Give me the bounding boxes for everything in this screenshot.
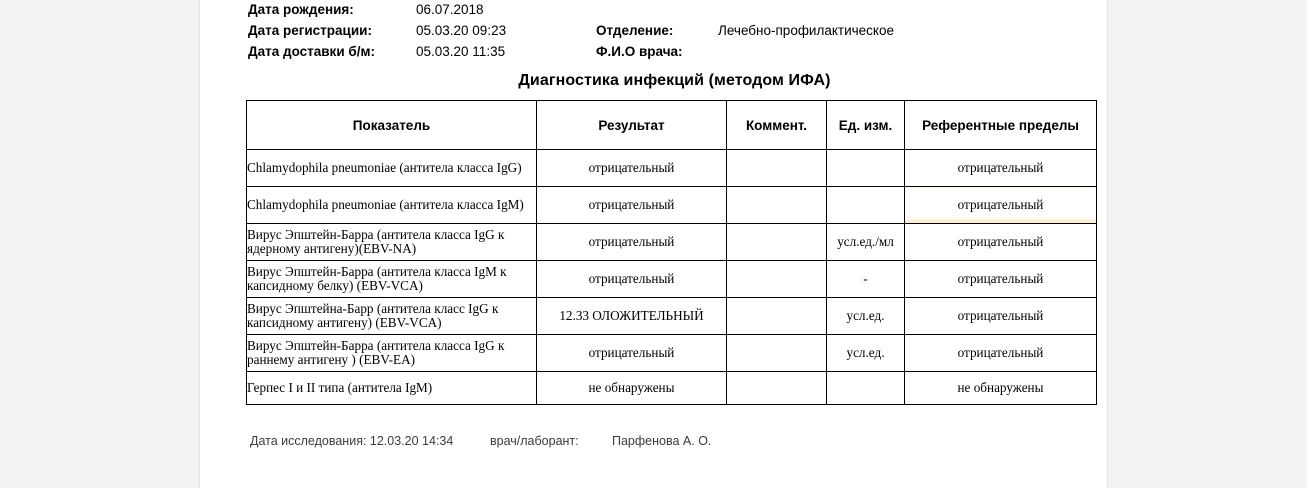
cell-indicator: Вирус Эпштейн-Барра (антитела класса IgM к капсидному белку) (EBV-VCA) — [247, 261, 537, 298]
cell-comment — [727, 261, 827, 298]
table-row — [247, 261, 1097, 298]
cell-unit — [827, 150, 905, 187]
cell-result: не обнаружены — [537, 372, 727, 405]
results-table — [246, 100, 1097, 405]
meta-row — [248, 2, 1068, 23]
table-header-row — [247, 101, 1097, 150]
cell-reference: отрицательный — [905, 261, 1097, 298]
lab-technician-label: врач/лаборант: — [490, 434, 579, 448]
patient-meta-block — [248, 2, 1068, 65]
column-header-reference: Референтные пределы — [905, 101, 1097, 150]
cell-reference: отрицательный — [905, 335, 1097, 372]
cell-result: отрицательный — [537, 335, 727, 372]
cell-indicator: Chlamydophila pneumoniae (антитела класса IgM) — [247, 187, 537, 224]
column-header-unit: Ед. изм. — [827, 101, 905, 150]
research-date: Дата исследования: 12.03.20 14:34 — [250, 434, 454, 448]
cell-reference: отрицательный — [905, 298, 1097, 335]
cell-unit — [827, 187, 905, 224]
cell-indicator: Вирус Эпштейна-Барр (антитела класс IgG к капсидному антигену) (EBV-VCA) — [247, 298, 537, 335]
meta-value-registration-date: 05.03.20 09:23 — [416, 23, 507, 38]
meta-row — [248, 23, 1068, 44]
cell-result: отрицательный — [537, 187, 727, 224]
cell-comment — [727, 372, 827, 405]
meta-value-delivery-date: 05.03.20 11:35 — [416, 44, 506, 59]
meta-value-department: Лечебно-профилактическое — [718, 23, 895, 38]
cell-result: отрицательный — [537, 261, 727, 298]
cell-indicator: Вирус Эпштейн-Барра (антитела класса IgG к ядерному антигену)(EBV-NA) — [247, 224, 537, 261]
cell-comment — [727, 150, 827, 187]
cell-comment — [727, 335, 827, 372]
table-row — [247, 298, 1097, 335]
column-header-indicator: Показатель — [247, 101, 537, 150]
cell-comment — [727, 224, 827, 261]
cell-unit: усл.ед. — [827, 335, 905, 372]
cell-result: отрицательный — [537, 150, 727, 187]
table-row — [247, 150, 1097, 187]
table-row — [247, 335, 1097, 372]
meta-label-birth-date: Дата рождения: — [248, 2, 354, 17]
lab-report — [200, 0, 1107, 488]
column-header-result: Результат — [537, 101, 727, 150]
report-title — [200, 72, 1107, 90]
cell-reference: отрицательный — [905, 187, 1097, 224]
cell-reference: отрицательный — [905, 224, 1097, 261]
meta-value-birth-date: 06.07.2018 — [416, 2, 484, 17]
meta-label-doctor-name: Ф.И.О врача: — [596, 44, 683, 59]
document-page — [200, 0, 1107, 488]
lab-technician-name: Парфенова А. О. — [612, 434, 712, 448]
cell-unit — [827, 372, 905, 405]
table-row — [247, 224, 1097, 261]
column-header-comment: Коммент. — [727, 101, 827, 150]
table-row — [247, 187, 1097, 224]
cell-comment — [727, 187, 827, 224]
meta-row — [248, 44, 1068, 65]
table-row — [247, 372, 1097, 405]
cell-reference: не обнаружены — [905, 372, 1097, 405]
cell-comment — [727, 298, 827, 335]
cell-reference: отрицательный — [905, 150, 1097, 187]
cell-result: 12.33 ОЛОЖИТЕЛЬНЫЙ — [537, 298, 727, 335]
meta-label-registration-date: Дата регистрации: — [248, 23, 372, 38]
cell-unit: усл.ед./мл — [827, 224, 905, 261]
cell-indicator: Вирус Эпштейн-Барра (антитела класса IgG к раннему антигену ) (EBV-EA) — [247, 335, 537, 372]
cell-unit: - — [827, 261, 905, 298]
report-footer — [250, 434, 1070, 448]
meta-label-department: Отделение: — [596, 23, 674, 38]
cell-indicator: Герпес I и II типа (антитела IgM) — [247, 372, 537, 405]
meta-label-delivery-date: Дата доставки б/м: — [248, 44, 375, 59]
cell-result: отрицательный — [537, 224, 727, 261]
cell-unit: усл.ед. — [827, 298, 905, 335]
cell-indicator: Chlamydophila pneumoniae (антитела класса IgG) — [247, 150, 537, 187]
report-title-text: Диагностика инфекций (методом ИФА) — [518, 72, 831, 89]
results-table-wrapper — [246, 100, 1096, 405]
